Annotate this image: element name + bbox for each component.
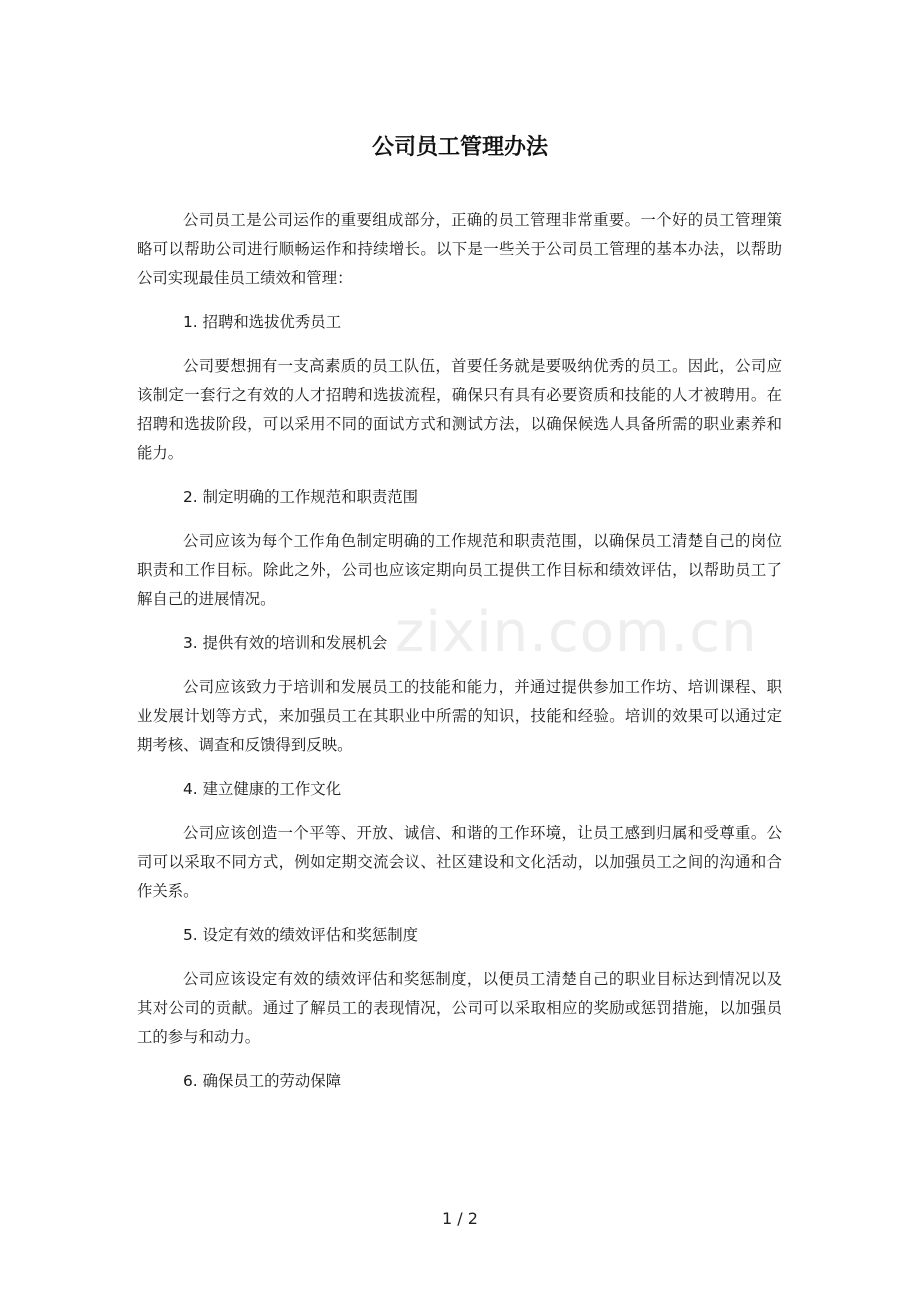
- intro-paragraph: 公司员工是公司运作的重要组成部分，正确的员工管理非常重要。一个好的员工管理策略可以帮助公司进行顺畅运作和持续增长。以下是一些关于公司员工管理的基本办法，以帮助公司实现最佳员工绩效和管理：: [137, 211, 782, 287]
- section-5-heading: 5. 设定有效的绩效评估和奖惩制度: [183, 926, 419, 944]
- section-1-body: 公司要想拥有一支高素质的员工队伍，首要任务就是要吸纳优秀的员工。因此，公司应该制定一套行之有效的人才招聘和选拔流程，确保只有具有必要资质和技能的人才被聘用。在招聘和选拔阶段，可以采用不同的面试方式和测试方法，以确保候选人具备所需的职业素养和能力。: [137, 357, 782, 462]
- section-2-body: 公司应该为每个工作角色制定明确的工作规范和职责范围，以确保员工清楚自己的岗位职责和工作目标。除此之外，公司也应该定期向员工提供工作目标和绩效评估，以帮助员工了解自己的进展情况。: [137, 532, 782, 608]
- section-5-body: 公司应该设定有效的绩效评估和奖惩制度，以便员工清楚自己的职业目标达到情况以及其对公司的贡献。通过了解员工的表现情况，公司可以采取相应的奖励或惩罚措施，以加强员工的参与和动力。: [137, 970, 782, 1046]
- section-2-heading: 2. 制定明确的工作规范和职责范围: [183, 488, 419, 506]
- section-4-heading: 4. 建立健康的工作文化: [183, 780, 342, 798]
- section-6-heading: 6. 确保员工的劳动保障: [183, 1072, 342, 1090]
- document-title: 公司员工管理办法: [371, 135, 548, 160]
- section-1-heading: 1. 招聘和选拔优秀员工: [183, 313, 342, 331]
- page-number: 1 / 2: [442, 1209, 478, 1228]
- watermark-text: zixin.com.cn: [395, 600, 758, 665]
- section-4-body: 公司应该创造一个平等、开放、诚信、和谐的工作环境，让员工感到归属和受尊重。公司可以采取不同方式，例如定期交流会议、社区建设和文化活动，以加强员工之间的沟通和合作关系。: [137, 824, 782, 900]
- section-3-body: 公司应该致力于培训和发展员工的技能和能力，并通过提供参加工作坊、培训课程、职业发展计划等方式，来加强员工在其职业中所需的知识，技能和经验。培训的效果可以通过定期考核、调查和反馈得到反映。: [137, 678, 782, 754]
- section-3-heading: 3. 提供有效的培训和发展机会: [183, 634, 388, 652]
